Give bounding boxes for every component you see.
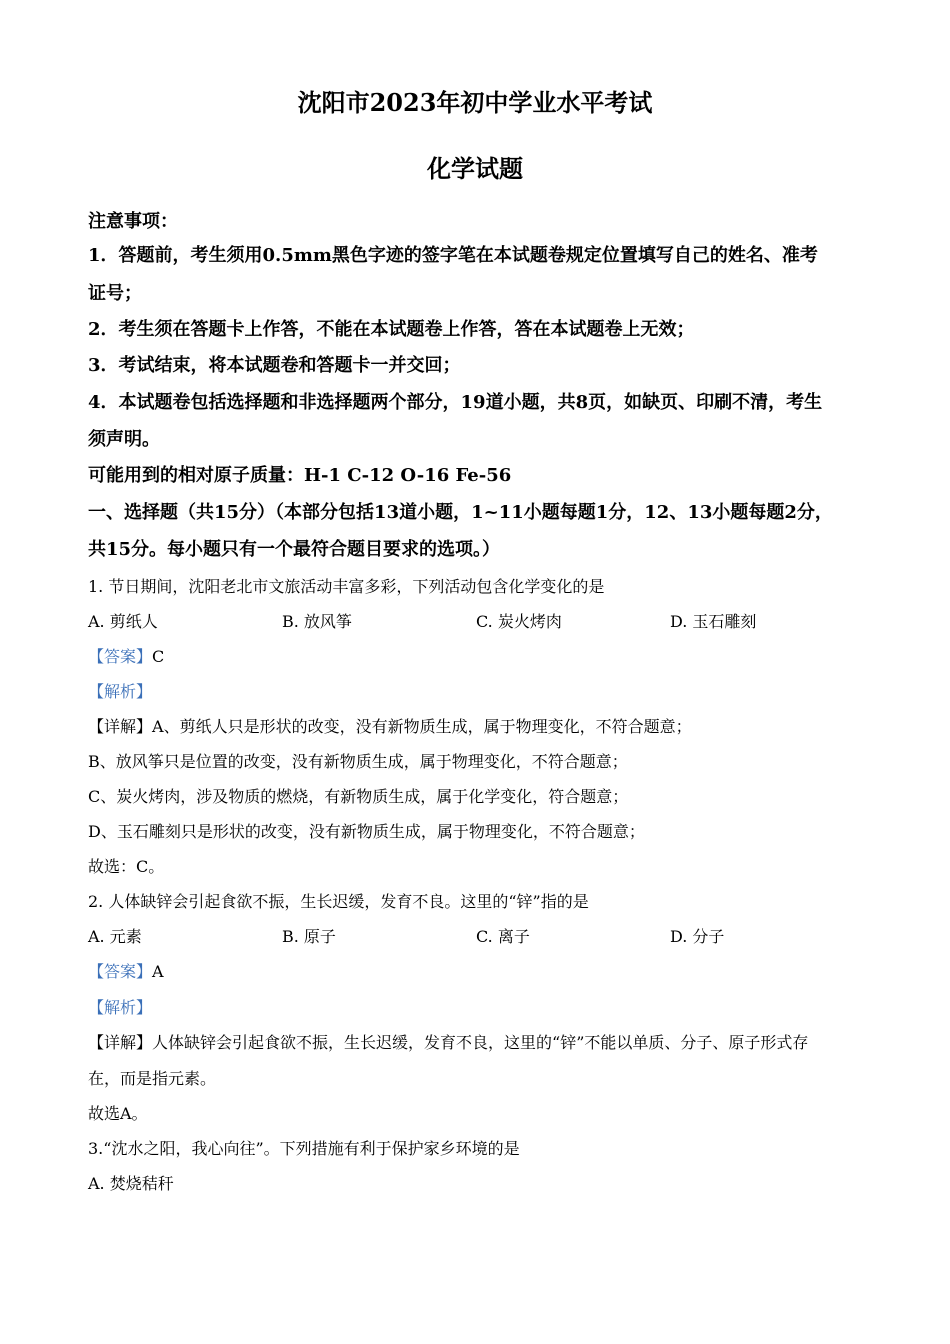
notice-item-1-line-2: 证号； bbox=[88, 283, 142, 304]
notice-heading: 注意事项： bbox=[88, 211, 178, 232]
q2-analysis-line bbox=[88, 996, 878, 1020]
q2-stem: 2. 人体缺锌会引起食欲不振，生长迟缓，发育不良。这里的“锌”指的是 bbox=[88, 892, 589, 911]
detail-tag: 【详解】 bbox=[88, 717, 153, 736]
atomic-mass-line: 可能用到的相对原子质量：H-1 C-12 O-16 Fe-56 bbox=[88, 465, 512, 486]
q3-stem: 3.“沈水之阳，我心向往”。下列措施有利于保护家乡环境的是 bbox=[88, 1139, 520, 1158]
q1-option-a: A. 剪纸人 bbox=[88, 612, 158, 631]
q2-option-d: D. 分子 bbox=[670, 927, 725, 946]
q1-option-b: B. 放风筝 bbox=[282, 612, 352, 631]
exam-title: 沈阳市2023年初中学业水平考试 bbox=[297, 88, 653, 117]
detail-tag: 【详解】 bbox=[88, 1033, 153, 1052]
q2-option-a: A. 元素 bbox=[88, 927, 142, 946]
q1-detail-d: D、玉石雕刻只是形状的改变，没有新物质生成，属于物理变化，不符合题意； bbox=[88, 822, 645, 841]
q1-detail-a bbox=[88, 715, 878, 739]
q1-detail-b: B、放风筝只是位置的改变，没有新物质生成，属于物理变化，不符合题意； bbox=[88, 752, 628, 771]
section-1-heading-line-1: 一、选择题（共15分）（本部分包括13道小题，1~11小题每题1分，12、13小题每题2分， bbox=[88, 502, 833, 523]
analysis-tag: 【解析】 bbox=[88, 998, 153, 1017]
q1-stem: 1. 节日期间，沈阳老北市文旅活动丰富多彩，下列活动包含化学变化的是 bbox=[88, 577, 605, 596]
q2-answer-line bbox=[88, 960, 878, 984]
q1-detail-a-text: A、剪纸人只是形状的改变，没有新物质生成，属于物理变化，不符合题意； bbox=[152, 717, 692, 736]
q2-detail-text: 人体缺锌会引起食欲不振，生长迟缓，发育不良，这里的“锌”不能以单质、分子、原子形式存 bbox=[152, 1033, 809, 1052]
q2-option-b: B. 原子 bbox=[282, 927, 336, 946]
q2-detail-line-1 bbox=[88, 1031, 878, 1055]
section-1-heading-line-2: 共15分。每小题只有一个最符合题目要求的选项。） bbox=[88, 539, 501, 560]
answer-tag: 【答案】 bbox=[88, 647, 153, 666]
q1-conclusion: 故选：C。 bbox=[88, 857, 165, 876]
q3-option-a: A. 焚烧秸秆 bbox=[88, 1174, 174, 1193]
exam-subtitle: 化学试题 bbox=[427, 154, 523, 183]
analysis-tag: 【解析】 bbox=[88, 682, 153, 701]
notice-item-1-line-1: 1．答题前，考生须用0.5mm黑色字迹的签字笔在本试题卷规定位置填写自己的姓名、准考 bbox=[88, 245, 818, 266]
notice-item-4-line-1: 4．本试题卷包括选择题和非选择题两个部分，19道小题，共8页，如缺页、印刷不清，考生 bbox=[88, 392, 823, 413]
q1-detail-c: C、炭火烤肉，涉及物质的燃烧，有新物质生成，属于化学变化，符合题意； bbox=[88, 787, 629, 806]
q1-option-c: C. 炭火烤肉 bbox=[476, 612, 562, 631]
q1-answer-line bbox=[88, 645, 878, 669]
q1-analysis-line bbox=[88, 680, 878, 704]
answer-tag: 【答案】 bbox=[88, 962, 153, 981]
q2-option-c: C. 离子 bbox=[476, 927, 530, 946]
notice-item-2: 2．考生须在答题卡上作答，不能在本试题卷上作答，答在本试题卷上无效； bbox=[88, 319, 695, 340]
q1-answer-value: C bbox=[152, 647, 165, 666]
notice-item-3: 3．考试结束，将本试题卷和答题卡一并交回； bbox=[88, 355, 461, 376]
q2-detail-line-2: 在，而是指元素。 bbox=[88, 1069, 217, 1088]
q1-option-d: D. 玉石雕刻 bbox=[670, 612, 757, 631]
notice-item-4-line-2: 须声明。 bbox=[88, 429, 160, 450]
q2-conclusion: 故选A。 bbox=[88, 1104, 148, 1123]
q2-answer-value: A bbox=[152, 962, 164, 981]
